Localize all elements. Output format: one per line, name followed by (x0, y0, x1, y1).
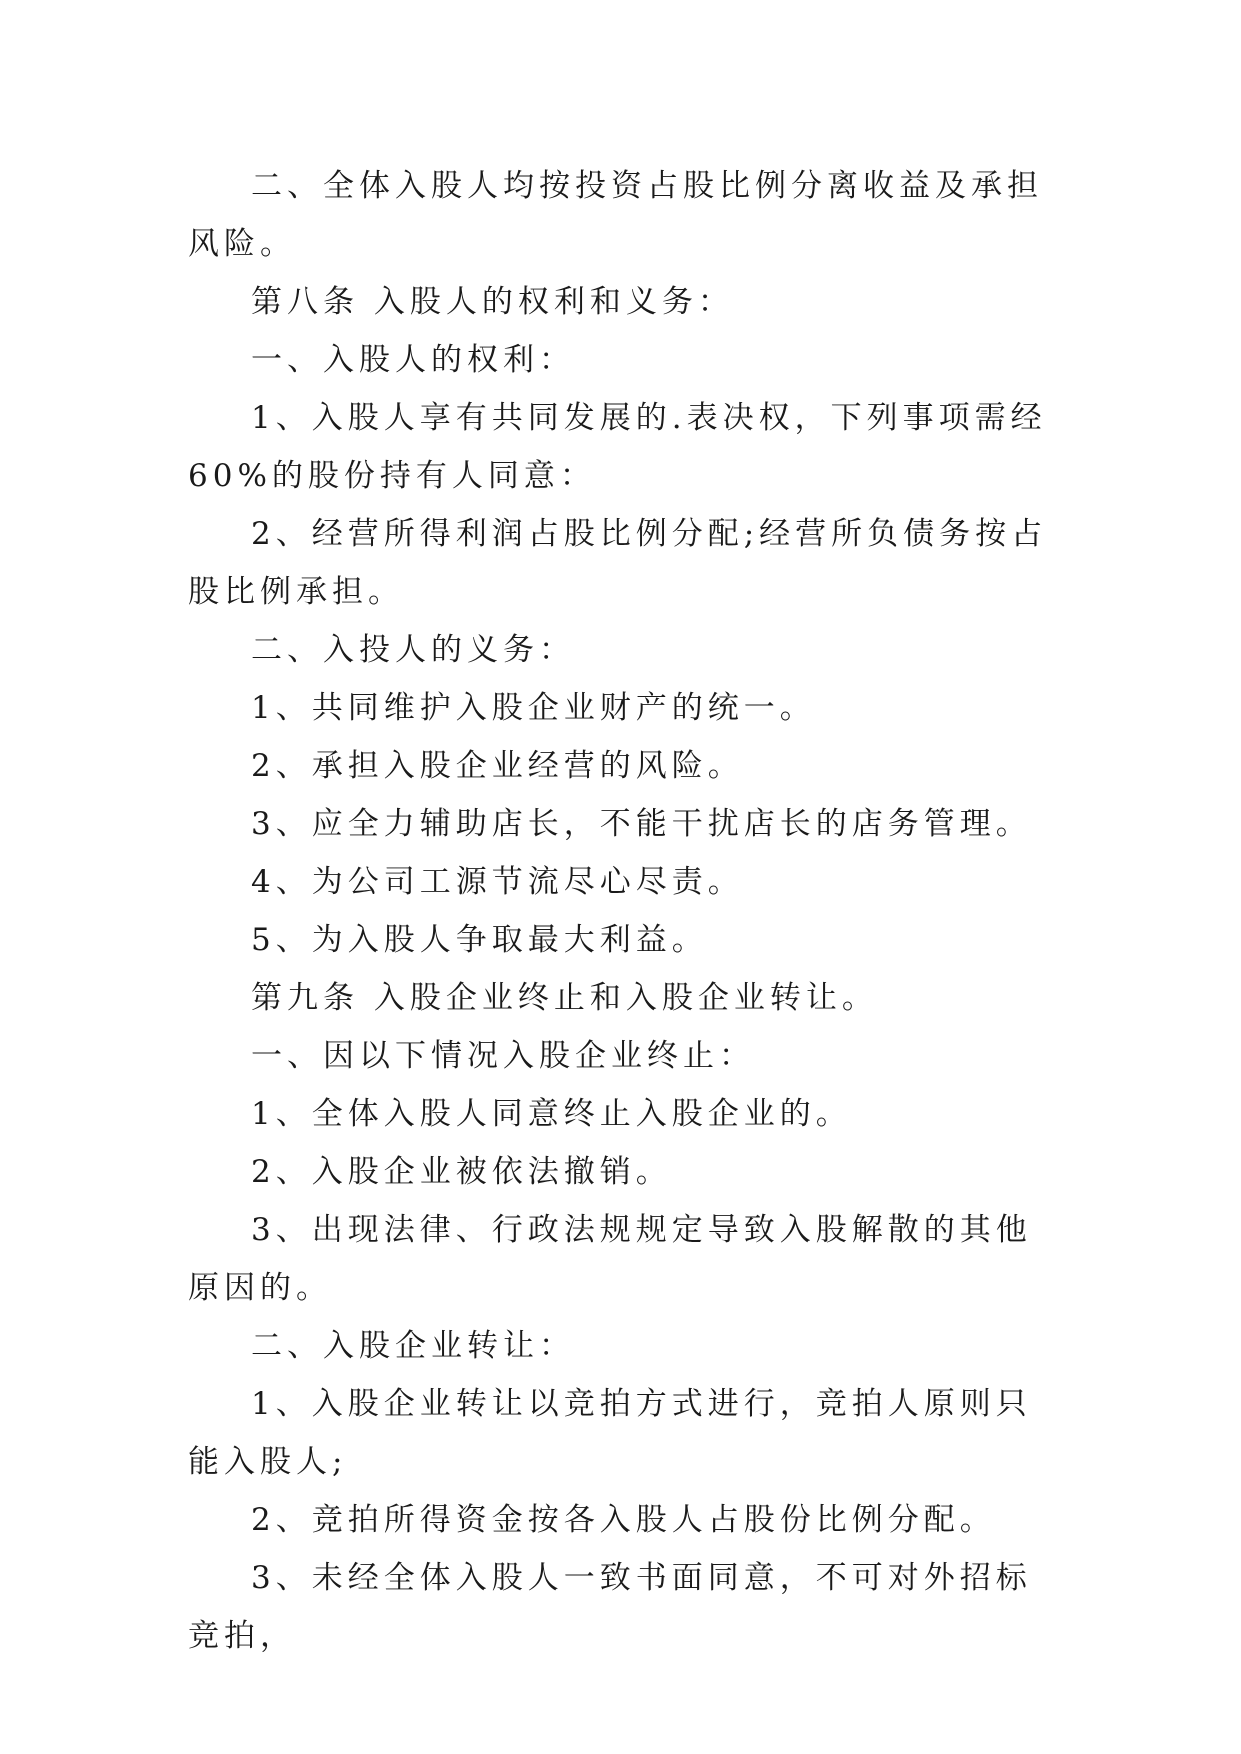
paragraph: 3、应全力辅助店长，不能干扰店长的店务管理。 (251, 806, 1032, 842)
paragraph: 二、入投人的义务： (251, 632, 575, 668)
paragraph: 二、全体入股人均按投资占股比例分离收益及承担风险。 (188, 168, 1043, 262)
paragraph: 1、入股人享有共同发展的.表决权，下列事项需经 60%的股份持有人同意： (188, 400, 1047, 494)
paragraph: 2、入股企业被依法撤销。 (251, 1154, 672, 1190)
document-body (188, 157, 1058, 1665)
paragraph: 3、未经全体入股人一致书面同意，不可对外招标竞拍， (188, 1560, 1032, 1654)
article-heading: 第八条 入股人的权利和义务： (251, 284, 734, 320)
paragraph: 1、全体入股人同意终止入股企业的。 (251, 1096, 852, 1132)
paragraph: 3、出现法律、行政法规规定导致入股解散的其他原因的。 (188, 1212, 1032, 1306)
paragraph: 二、入股企业转让： (251, 1328, 575, 1364)
paragraph: 4、为公司工源节流尽心尽责。 (251, 864, 744, 900)
paragraph: 2、经营所得利润占股比例分配;经营所负债务按占股比例承担。 (188, 516, 1048, 610)
paragraph: 一、因以下情况入股企业终止： (251, 1038, 755, 1074)
paragraph: 1、入股企业转让以竞拍方式进行，竞拍人原则只能入股人; (188, 1386, 1032, 1480)
paragraph: 一、入股人的权利： (251, 342, 575, 378)
article-heading: 第九条 入股企业终止和入股企业转让。 (251, 980, 878, 1016)
paragraph: 2、承担入股企业经营的风险。 (251, 748, 744, 784)
paragraph: 5、为入股人争取最大利益。 (251, 922, 708, 958)
paragraph: 1、共同维护入股企业财产的统一。 (251, 690, 816, 726)
paragraph: 2、竞拍所得资金按各入股人占股份比例分配。 (251, 1502, 996, 1538)
